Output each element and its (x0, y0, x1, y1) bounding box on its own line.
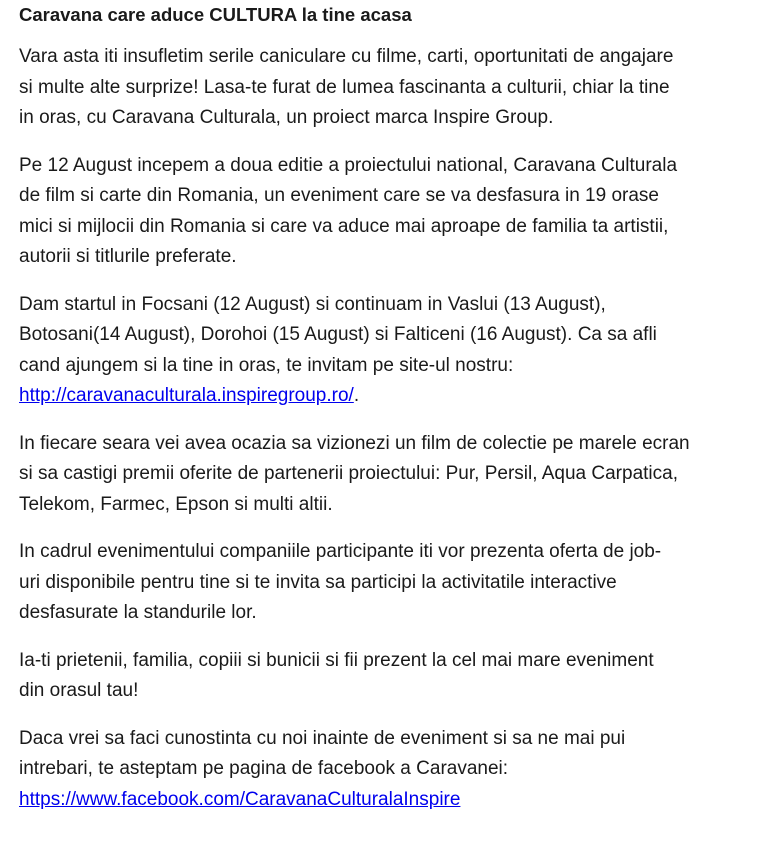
text-line: uri disponibile pentru tine si te invita sa participi la activitatile interactive (19, 571, 617, 593)
paragraph-schedule (19, 290, 771, 412)
paragraph-intro (19, 42, 771, 134)
text-line: Vara asta iti insufletim serile caniculare cu filme, carti, oportunitati de angajare (19, 46, 674, 67)
text-line: in oras, cu Caravana Culturala, un proiect marca Inspire Group. (19, 107, 554, 128)
paragraph-screenings (19, 429, 771, 521)
text-line: intrebari, te asteptam pe pagina de facebook a Caravanei: (19, 758, 509, 779)
text-line: In cadrul evenimentului companiile participante iti vor prezenta oferta de job- (19, 541, 662, 562)
text-line: Daca vrei sa faci cunostinta cu noi inainte de eveniment si sa ne mai pui (19, 727, 626, 749)
facebook-link[interactable]: https://www.facebook.com/CaravanaCulturalaInspire (19, 788, 461, 810)
document-title: Caravana care aduce CULTURA la tine acasa (19, 4, 412, 25)
text-line: autorii si titlurile preferate. (19, 246, 237, 267)
text-line: Ia-ti prietenii, familia, copiii si bunicii si fii prezent la cel mai mare eveniment (19, 649, 654, 671)
text-line: mici si mijlocii din Romania si care va aduce mai aproape de familia ta artistii, (19, 215, 669, 237)
text-line: In fiecare seara vei avea ocazia sa vizionezi un film de colectie pe marele ecran (19, 432, 690, 454)
text-line: Pe 12 August incepem a doua editie a proiectului national, Caravana Culturala (19, 154, 678, 176)
text-line: Telekom, Farmec, Epson si multi altii. (19, 493, 333, 515)
paragraph-facebook (19, 724, 771, 816)
text-line (19, 381, 771, 412)
text-line: desfasurate la standurile lor. (19, 602, 257, 623)
website-link[interactable]: http://caravanaculturala.inspiregroup.ro/ (19, 385, 354, 406)
text-line: si multe alte surprize! Lasa-te furat de lumea fascinanta a culturii, chiar la tine (19, 76, 670, 98)
text-line: din orasul tau! (19, 680, 139, 701)
text-line: Botosani(14 August), Dorohoi (15 August) si Falticeni (16 August). Ca sa afli (19, 324, 657, 345)
paragraph-jobs (19, 537, 771, 629)
text-line: Dam startul in Focsani (12 August) si continuam in Vaslui (13 August), (19, 293, 606, 315)
link-suffix: . (353, 385, 360, 406)
paragraph-invite (19, 646, 771, 707)
document (19, 4, 771, 832)
paragraph-edition (19, 151, 771, 273)
text-line: cand ajungem si la tine in oras, te invitam pe site-ul nostru: (19, 354, 514, 376)
text-line: de film si carte din Romania, un eveniment care se va desfasura in 19 orase (19, 185, 659, 206)
text-line (19, 785, 771, 816)
text-line: si sa castigi premii oferite de partenerii proiectului: Pur, Persil, Aqua Carpatica, (19, 463, 678, 484)
